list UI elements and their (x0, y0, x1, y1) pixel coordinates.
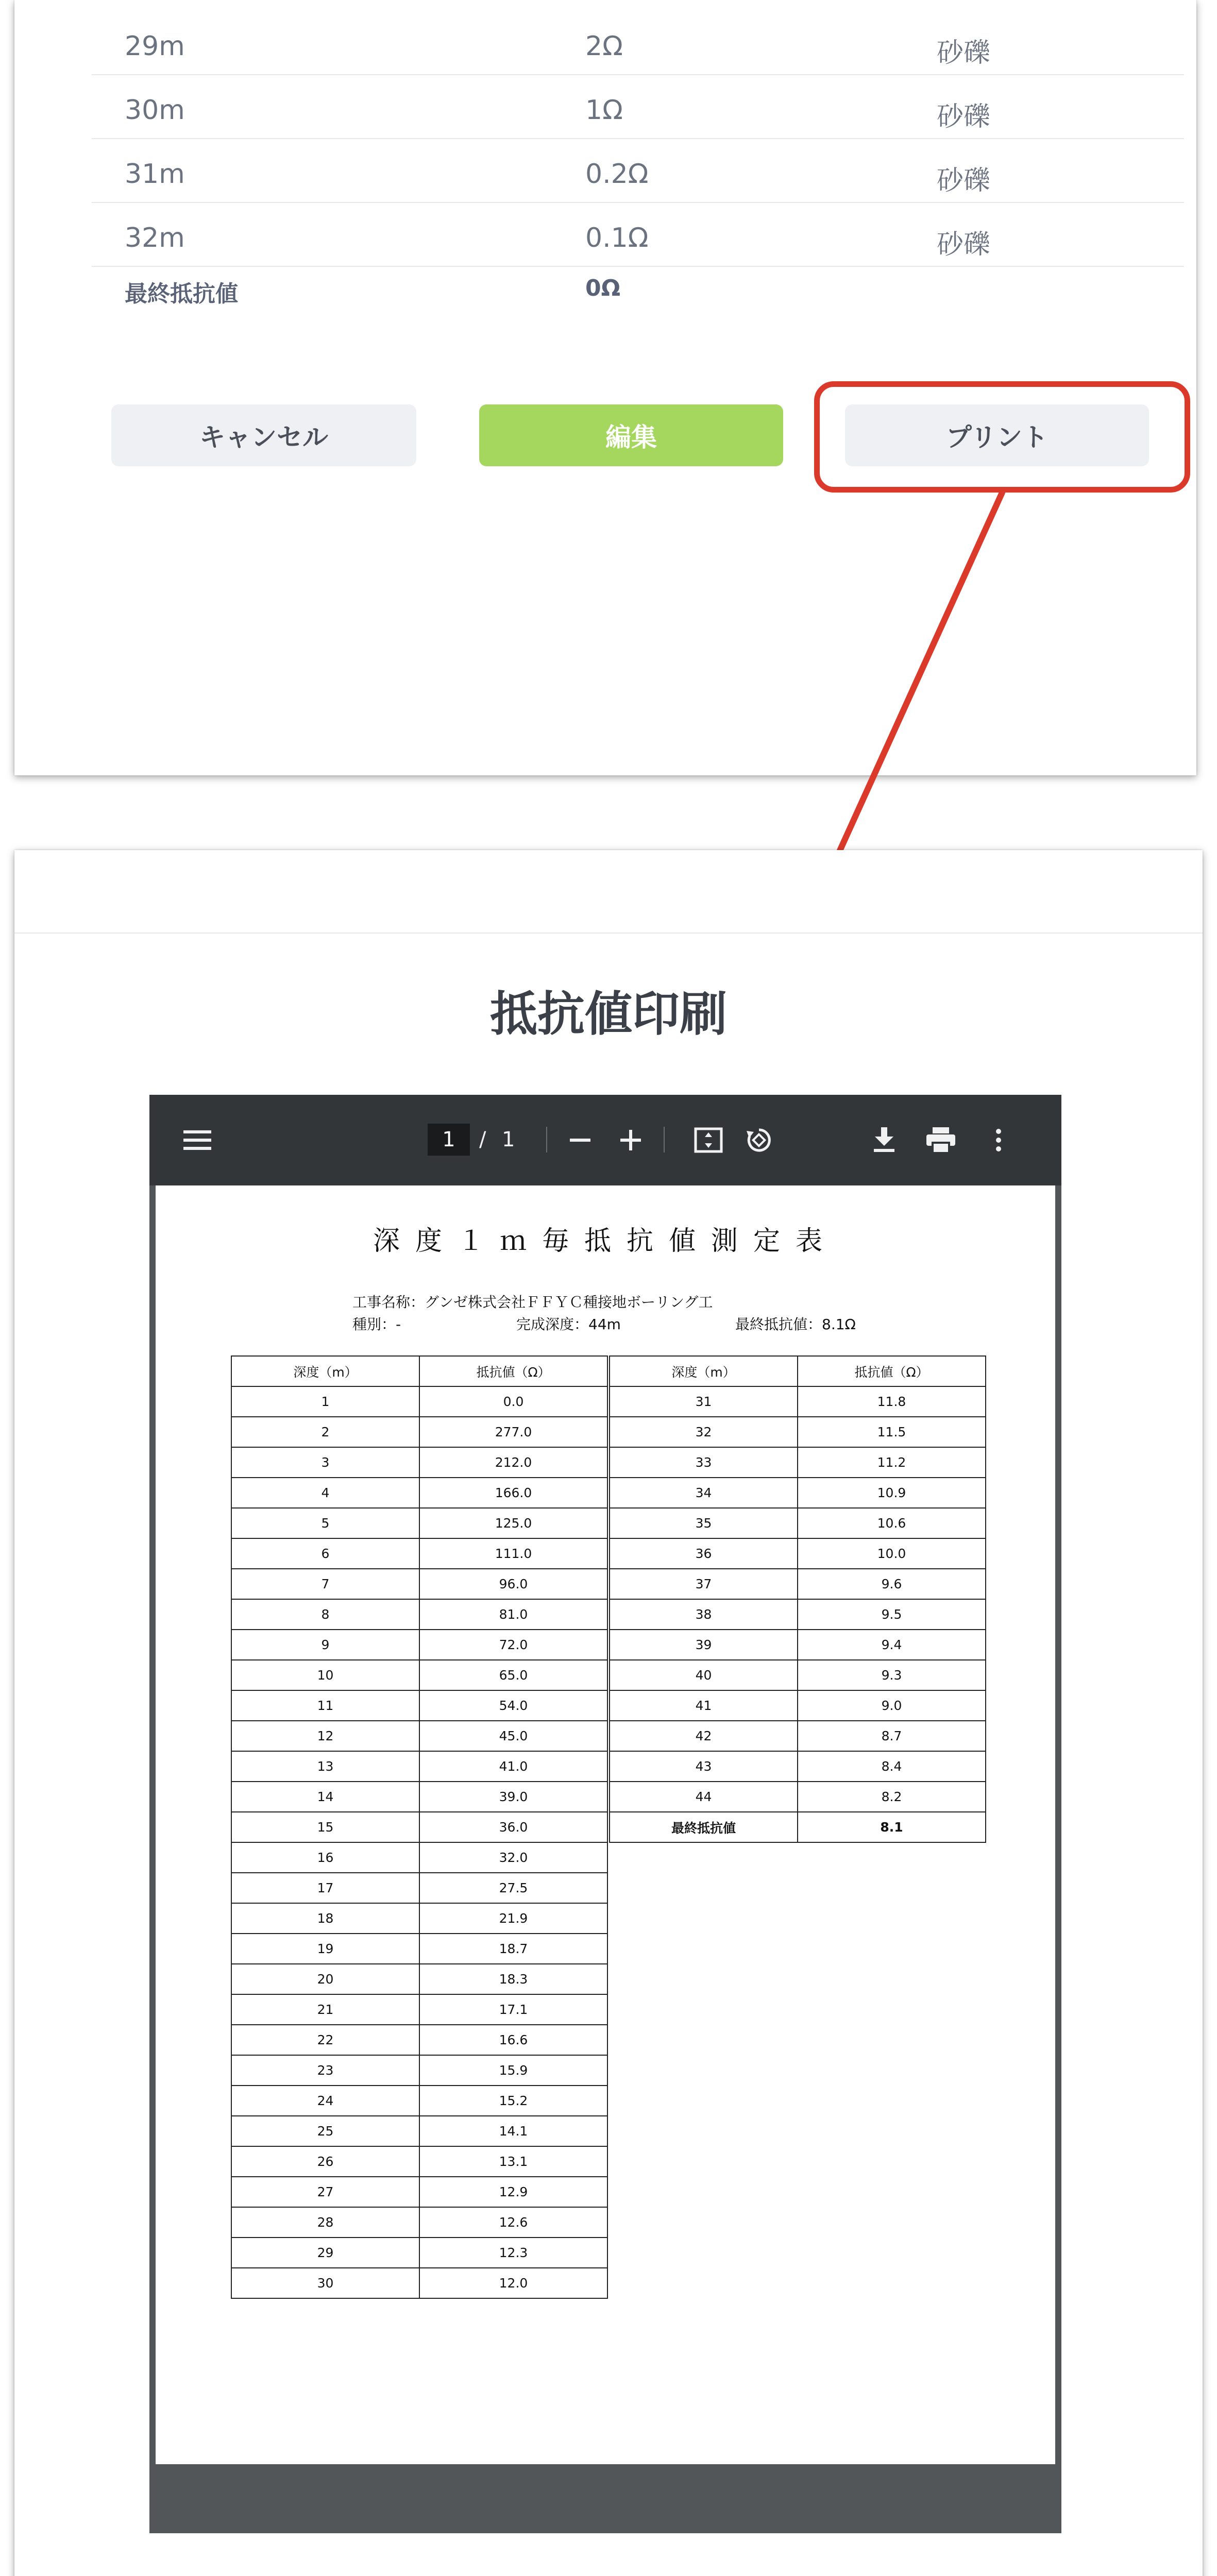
table-row (231, 1994, 607, 2025)
depth-cell: 27 (231, 2177, 419, 2207)
table-row (231, 1569, 607, 1599)
resistance-table-right (609, 1355, 986, 1843)
value-cell: 0.2Ω (585, 159, 649, 190)
value-cell: 45.0 (419, 1721, 607, 1751)
value-cell: 277.0 (419, 1417, 607, 1447)
table-row (231, 1903, 607, 1934)
table-row (231, 1812, 607, 1842)
final-resistance-row (92, 266, 1184, 330)
value-cell: 10.0 (798, 1538, 986, 1569)
pdf-viewer (149, 1095, 1061, 2533)
table-row (610, 1690, 986, 1721)
table-row (92, 74, 1184, 139)
depth-cell: 28 (231, 2207, 419, 2238)
table-row (231, 2025, 607, 2055)
depth-cell: 13 (231, 1751, 419, 1782)
value-cell: 8.7 (798, 1721, 986, 1751)
table-row (610, 1386, 986, 1417)
depth-cell: 34 (610, 1478, 798, 1508)
depth-cell: 32 (610, 1417, 798, 1447)
value-cell: 9.6 (798, 1569, 986, 1599)
project-name: 工事名称：グンゼ株式会社ＦＦＹＣ種接地ボーリング工 (352, 1294, 713, 1311)
document-title: 深度１ｍ毎抵抗値測定表 (373, 1226, 838, 1257)
zoom-in-icon[interactable] (606, 1115, 655, 1165)
value-cell: 41.0 (419, 1751, 607, 1782)
table-row (231, 1386, 607, 1417)
table-row (231, 1538, 607, 1569)
value-cell: 12.3 (419, 2238, 607, 2268)
value-cell: 166.0 (419, 1478, 607, 1508)
value-cell: 17.1 (419, 1994, 607, 2025)
type-label: 種別：- (352, 1316, 401, 1333)
depth-cell: 7 (231, 1569, 419, 1599)
depth-cell: 42 (610, 1721, 798, 1751)
depth-cell: 35 (610, 1508, 798, 1538)
page-number-input[interactable]: 1 (428, 1124, 470, 1156)
value-cell: 21.9 (419, 1903, 607, 1934)
table-row (231, 1964, 607, 1994)
value-cell: 15.9 (419, 2055, 607, 2086)
value-header: 抵抗値（Ω） (798, 1356, 986, 1386)
depth-cell: 25 (231, 2116, 419, 2146)
pdf-toolbar (149, 1095, 1061, 1185)
table-row (610, 1478, 986, 1508)
value-cell: 54.0 (419, 1690, 607, 1721)
table-row (231, 2116, 607, 2146)
table-header-row (231, 1356, 607, 1386)
value-cell: 111.0 (419, 1538, 607, 1569)
depth-cell: 6 (231, 1538, 419, 1569)
table-row (231, 1842, 607, 1873)
depth-cell: 1 (231, 1386, 419, 1417)
table-row (231, 2207, 607, 2238)
table-row (231, 1508, 607, 1538)
value-cell: 12.0 (419, 2268, 607, 2298)
page-separator: / (479, 1128, 486, 1151)
table-row (231, 1417, 607, 1447)
table-row (610, 1630, 986, 1660)
value-cell: 16.6 (419, 2025, 607, 2055)
table-row (610, 1447, 986, 1478)
depth-cell: 14 (231, 1782, 419, 1812)
depth-cell: 17 (231, 1873, 419, 1903)
table-row (231, 1630, 607, 1660)
depth-header: 深度（m） (610, 1356, 798, 1386)
depth-cell: 11 (231, 1690, 419, 1721)
table-row (610, 1569, 986, 1599)
table-row (231, 1447, 607, 1478)
table-row (231, 1751, 607, 1782)
depth-cell: 40 (610, 1660, 798, 1690)
table-row (231, 2177, 607, 2207)
value-cell: 12.9 (419, 2177, 607, 2207)
value-cell: 11.5 (798, 1417, 986, 1447)
print-button-highlight (814, 381, 1190, 493)
more-icon[interactable] (974, 1115, 1023, 1165)
value-cell: 11.8 (798, 1386, 986, 1417)
value-cell: 9.4 (798, 1630, 986, 1660)
dialog-title: 抵抗値印刷 (489, 987, 727, 1042)
final-resistance-label: 最終抵抗値 (610, 1812, 798, 1842)
depth-cell: 18 (231, 1903, 419, 1934)
table-row (231, 1599, 607, 1630)
value-cell: 2Ω (585, 31, 623, 62)
depth-cell: 15 (231, 1812, 419, 1842)
value-cell: 0.1Ω (585, 223, 649, 253)
table-row (92, 10, 1184, 75)
table-row (610, 1660, 986, 1690)
value-cell: 39.0 (419, 1782, 607, 1812)
table-row (231, 2055, 607, 2086)
edit-button[interactable]: 編集 (479, 404, 783, 466)
depth-cell: 2 (231, 1417, 419, 1447)
value-cell: 65.0 (419, 1660, 607, 1690)
table-row (610, 1417, 986, 1447)
value-cell: 18.3 (419, 1964, 607, 1994)
table-row (231, 2146, 607, 2177)
table-row (231, 2238, 607, 2268)
download-icon[interactable] (859, 1115, 909, 1165)
resistance-table-left (231, 1355, 608, 2299)
depth-cell: 41 (610, 1690, 798, 1721)
depth-cell: 30 (231, 2268, 419, 2298)
value-header: 抵抗値（Ω） (419, 1356, 607, 1386)
print-icon[interactable] (916, 1115, 966, 1165)
final-resistance-value: 0Ω (585, 275, 621, 301)
depth-cell: 19 (231, 1934, 419, 1964)
depth-header: 深度（m） (231, 1356, 419, 1386)
value-cell: 13.1 (419, 2146, 607, 2177)
soil-cell: 砂礫 (937, 101, 991, 132)
table-row (92, 138, 1184, 203)
value-cell: 18.7 (419, 1934, 607, 1964)
value-cell: 212.0 (419, 1447, 607, 1478)
depth-cell: 22 (231, 2025, 419, 2055)
table-row (610, 1721, 986, 1751)
cancel-button[interactable]: キャンセル (111, 404, 416, 466)
table-row (610, 1508, 986, 1538)
dialog-divider (14, 933, 1203, 934)
value-cell: 1Ω (585, 95, 623, 126)
depth-cell: 31 (610, 1386, 798, 1417)
value-cell: 14.1 (419, 2116, 607, 2146)
final-resistance-value: 8.1 (798, 1812, 986, 1842)
final-resistance-summary: 最終抵抗値：8.1Ω (735, 1316, 856, 1333)
depth-cell: 3 (231, 1447, 419, 1478)
zoom-out-icon[interactable] (555, 1115, 605, 1165)
depth-cell: 23 (231, 2055, 419, 2086)
depth-cell: 9 (231, 1630, 419, 1660)
table-row (231, 1690, 607, 1721)
depth-cell: 4 (231, 1478, 419, 1508)
value-cell: 8.4 (798, 1751, 986, 1782)
depth-cell: 29 (231, 2238, 419, 2268)
value-cell: 12.6 (419, 2207, 607, 2238)
table-row (231, 1782, 607, 1812)
depth-cell: 30m (125, 95, 185, 126)
table-row (231, 2086, 607, 2116)
menu-icon[interactable] (173, 1115, 222, 1165)
value-cell: 9.3 (798, 1660, 986, 1690)
depth-cell: 8 (231, 1599, 419, 1630)
depth-cell: 16 (231, 1842, 419, 1873)
print-button[interactable]: プリント (845, 404, 1149, 466)
depth-cell: 10 (231, 1660, 419, 1690)
depth-cell: 36 (610, 1538, 798, 1569)
value-cell: 11.2 (798, 1447, 986, 1478)
toolbar-divider (664, 1127, 665, 1153)
soil-cell: 砂礫 (937, 38, 991, 69)
depth-cell: 38 (610, 1599, 798, 1630)
table-row (231, 1873, 607, 1903)
value-cell: 9.0 (798, 1690, 986, 1721)
table-row (231, 2268, 607, 2298)
depth-cell: 29m (125, 31, 185, 62)
value-cell: 81.0 (419, 1599, 607, 1630)
depth-cell: 39 (610, 1630, 798, 1660)
table-row (610, 1538, 986, 1569)
depth-cell: 37 (610, 1569, 798, 1599)
soil-cell: 砂礫 (937, 165, 991, 196)
value-cell: 9.5 (798, 1599, 986, 1630)
depth-cell: 21 (231, 1994, 419, 2025)
pdf-page (156, 1185, 1055, 2464)
depth-cell: 26 (231, 2146, 419, 2177)
depth-cell: 24 (231, 2086, 419, 2116)
value-cell: 10.9 (798, 1478, 986, 1508)
depth-cell: 12 (231, 1721, 419, 1751)
depth-cell: 5 (231, 1508, 419, 1538)
depth-cell: 33 (610, 1447, 798, 1478)
soil-cell: 砂礫 (937, 229, 991, 260)
depth-cell: 44 (610, 1782, 798, 1812)
depth-cell: 32m (125, 223, 185, 253)
value-cell: 27.5 (419, 1873, 607, 1903)
value-cell: 32.0 (419, 1842, 607, 1873)
value-cell: 36.0 (419, 1812, 607, 1842)
rotate-icon[interactable] (734, 1115, 784, 1165)
value-cell: 10.6 (798, 1508, 986, 1538)
value-cell: 72.0 (419, 1630, 607, 1660)
depth-cell: 43 (610, 1751, 798, 1782)
final-resistance-label: 最終抵抗値 (125, 281, 238, 307)
final-resistance-row (610, 1812, 986, 1842)
table-row (610, 1599, 986, 1630)
completed-depth: 完成深度：44m (516, 1316, 621, 1333)
table-row (231, 1934, 607, 1964)
table-row (231, 1721, 607, 1751)
depth-cell: 20 (231, 1964, 419, 1994)
toolbar-divider (546, 1127, 547, 1153)
depth-cell: 31m (125, 159, 185, 190)
value-cell: 15.2 (419, 2086, 607, 2116)
table-row (231, 1478, 607, 1508)
total-pages: 1 (502, 1128, 515, 1151)
table-row (610, 1751, 986, 1782)
table-header-row (610, 1356, 986, 1386)
table-row (92, 202, 1184, 267)
value-cell: 96.0 (419, 1569, 607, 1599)
table-row (231, 1660, 607, 1690)
print-dialog (14, 850, 1203, 2576)
fit-page-icon[interactable] (684, 1115, 733, 1165)
table-row (610, 1782, 986, 1812)
value-cell: 8.2 (798, 1782, 986, 1812)
value-cell: 125.0 (419, 1508, 607, 1538)
value-cell: 0.0 (419, 1386, 607, 1417)
